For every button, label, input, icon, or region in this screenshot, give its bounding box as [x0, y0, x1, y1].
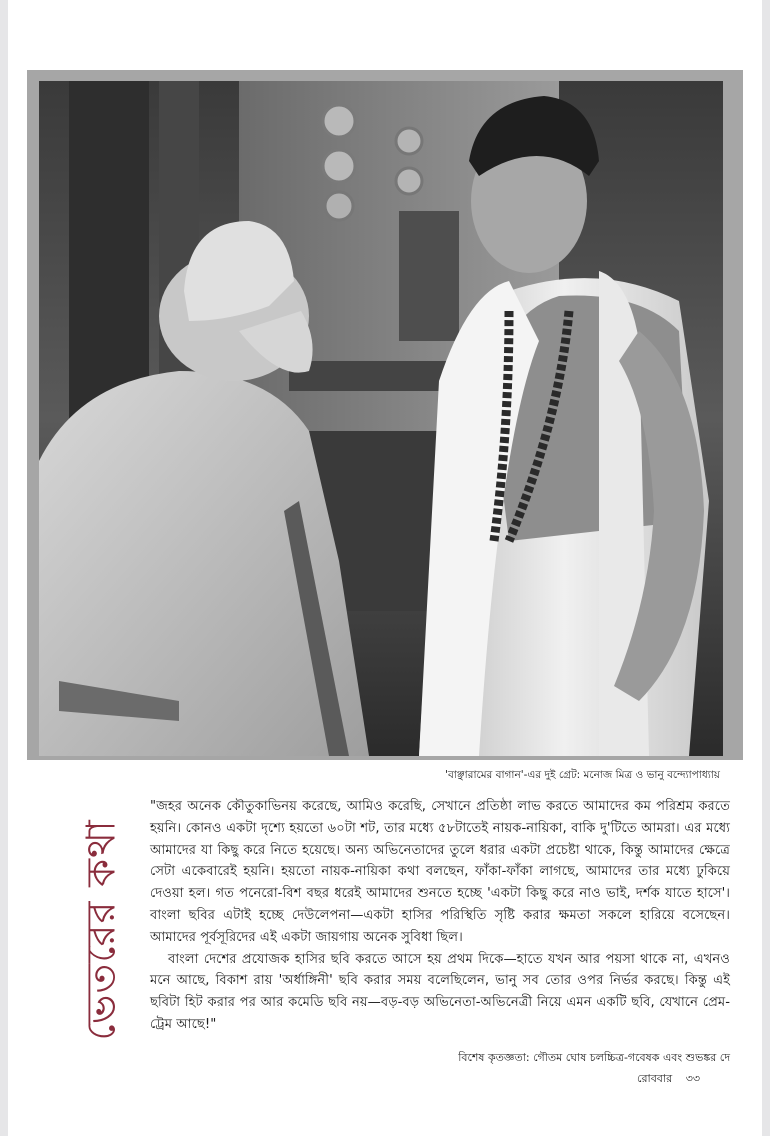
article-title: [58, 800, 148, 1060]
article-paragraph-1: "জহর অনেক কৌতুকাভিনয় করেছে, আমিও করেছি, সেখানে প্রতিষ্ঠা লাভ করতে আমাদের কম পরিশ্রম করতে হয়নি। কোনও একটা দৃশ্যে হয়তো ৬০টা শট, তার মধ্যে ৫৮টাতেই নায়ক-নায়িকা, বাকি দু'টিতে আমরা। এর মধ্যে আমাদের যা কিছু করে নিতে হয়েছে। অন্য অভিনেতাদের তুলে ধরার একটা প্রচেষ্টা থাকে, কিন্তু আমাদের ক্ষেত্রে সেটা একেবারেই হয়নি। হয়তো নায়ক-নায়িকা কথা বলছেন, ফাঁকা-ফাঁকা লাগছে, আমাদের তার মধ্যে ঢুকিয়ে দেওয়া হল। গত পনেরো-বিশ বছর ধরেই আমাদের শুনতে হচ্ছে 'একটা কিছু করে নাও ভাই, দর্শক যাতে হাসে'। বাংলা ছবির এটাই হচ্ছে দেউলেপনা—একটা হাসির পরিস্থিতি সৃষ্টি করার ক্ষমতা সকলে হারিয়ে বসেছেন। আমাদের পূর্বসূরিদের এই একটা জায়গায় অনেক সুবিধা ছিল।: [150, 799, 730, 945]
acknowledgement-credit: বিশেষ কৃতজ্ঞতা: গৌতম ঘোষ চলচ্চিত্র-গবেষক এবং শুভঙ্কর দে: [458, 1051, 730, 1064]
page-number: ৩৩: [685, 1072, 700, 1085]
photo-illustration: [39, 81, 723, 756]
page-footer: [420, 1070, 700, 1089]
article-body: [150, 796, 730, 1036]
article-title-text: ভেতরের কথা: [78, 819, 125, 1041]
footer-section-name: রোববার: [636, 1072, 673, 1085]
film-still-photo: [39, 81, 723, 756]
article-paragraph-2: বাংলা দেশের প্রযোজক হাসির ছবি করতে আসে হয় প্রথম দিকে—হাতে যখন আর পয়সা থাকে না, এখনও মনে আছে, বিকাশ রায় 'অর্ধাঙ্গিনী' ছবি করার সময় বলেছিলেন, ভানু সব তোর ওপর নির্ভর করছে। কিন্তু এই ছবিটা হিট করার পর আর কমেডি ছবি নয়—বড়-বড় অভিনেতা-অভিনেত্রী নিয়ে এমন একটি ছবি, যেখানে প্রেম-ট্রেম আছে!": [150, 951, 730, 1032]
photo-caption: 'বাঞ্ছারামের বাগান'-এর দুই গ্রেট: মনোজ মিত্র ও ভানু বন্দ্যোপাধ্যায়: [445, 769, 720, 781]
